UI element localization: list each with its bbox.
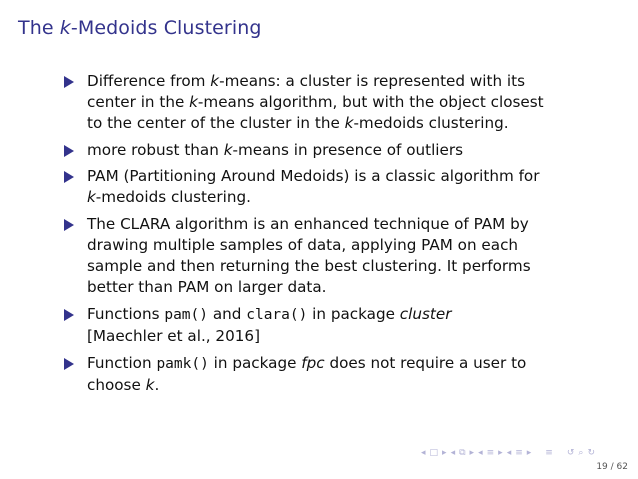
bullet-item xyxy=(62,140,602,161)
text-segment: more robust than xyxy=(87,141,224,159)
italic-text: k xyxy=(87,188,96,206)
text-segment: . xyxy=(154,376,160,394)
slide-icon[interactable]: □ xyxy=(429,448,439,458)
italic-text: k xyxy=(223,141,233,159)
text-segment: Difference from xyxy=(87,72,211,90)
triangle-bullet-icon xyxy=(64,358,74,370)
text-segment: drawing multiple samples of data, applying PAM on each xyxy=(87,236,519,254)
text-segment: to the center of the cluster in the xyxy=(87,114,345,132)
triangle-bullet-icon xyxy=(64,76,74,88)
bullet-line xyxy=(87,187,602,208)
bullet-line xyxy=(87,166,602,187)
italic-text: k xyxy=(189,93,198,111)
prev-subsection-icon[interactable]: ◂ xyxy=(506,448,512,458)
code-text: pamk() xyxy=(156,356,209,372)
slide-title xyxy=(18,17,262,39)
forward-icon[interactable]: ↻ xyxy=(587,448,595,458)
triangle-bullet-icon xyxy=(64,171,74,183)
italic-text: k xyxy=(210,72,220,90)
frame-icon[interactable]: ⧉ xyxy=(459,448,466,458)
title-prefix: The xyxy=(18,17,60,39)
bullet-item xyxy=(62,353,602,396)
text-segment: better than PAM on larger data. xyxy=(87,278,327,296)
section-icon[interactable]: ≡ xyxy=(486,448,495,458)
text-segment: and xyxy=(208,305,247,323)
next-subsection-icon[interactable]: ▸ xyxy=(526,448,532,458)
code-text: clara() xyxy=(246,307,308,323)
title-suffix: -Medoids Clustering xyxy=(70,17,262,39)
bullet-line xyxy=(87,214,602,235)
text-segment: -means: a cluster is represented with its xyxy=(219,72,526,90)
bullet-line xyxy=(87,375,602,396)
text-segment: sample and then returning the best clustering. It performs xyxy=(87,257,531,275)
bullet-item xyxy=(62,166,602,208)
text-segment: center in the xyxy=(87,93,190,111)
text-segment: -medoids clustering. xyxy=(95,188,251,206)
prev-frame-icon[interactable]: ◂ xyxy=(450,448,456,458)
italic-text: k xyxy=(344,114,354,132)
bullet-line xyxy=(87,92,602,113)
text-segment: -medoids clustering. xyxy=(353,114,509,132)
text-segment: Functions xyxy=(87,305,165,323)
next-slide-icon[interactable]: ▸ xyxy=(442,448,447,458)
bullet-line xyxy=(87,304,602,326)
bullet-item xyxy=(62,71,602,134)
title-italic-k: k xyxy=(59,17,71,39)
text-segment: does not require a user to xyxy=(324,354,527,372)
first-slide-icon[interactable]: ◂ xyxy=(421,448,426,458)
code-text: pam() xyxy=(164,307,208,323)
subsection-icon[interactable]: ≡ xyxy=(515,448,523,458)
bullet-line xyxy=(87,71,602,92)
beamer-navigation-bar xyxy=(421,447,631,459)
italic-text: cluster xyxy=(399,305,452,323)
bullet-line xyxy=(87,235,602,256)
bullet-line xyxy=(87,140,602,161)
text-segment: The CLARA algorithm is an enhanced technique of PAM by xyxy=(87,215,529,233)
text-segment: choose xyxy=(87,376,146,394)
bullet-line xyxy=(87,113,602,134)
prev-section-icon[interactable]: ◂ xyxy=(478,448,483,458)
bullet-item xyxy=(62,304,602,347)
text-segment: -means in presence of outliers xyxy=(232,141,464,159)
align-icon[interactable]: ≡ xyxy=(545,448,553,458)
search-icon[interactable]: ⌕ xyxy=(578,448,584,458)
text-segment: PAM (Partitioning Around Medoids) is a classic algorithm for xyxy=(87,167,540,185)
triangle-bullet-icon xyxy=(64,219,74,231)
back-icon[interactable]: ↺ xyxy=(566,448,575,458)
text-segment: Function xyxy=(87,354,157,372)
triangle-bullet-icon xyxy=(64,309,74,321)
bullet-line xyxy=(87,353,602,375)
bullet-list xyxy=(62,71,602,402)
bullet-item xyxy=(62,214,602,298)
triangle-bullet-icon xyxy=(64,145,74,157)
text-segment: -means algorithm, but with the object closest xyxy=(197,93,544,111)
page-number: 19 / 62 xyxy=(596,462,628,472)
bullet-line xyxy=(87,256,602,277)
italic-text: fpc xyxy=(301,354,325,372)
text-segment: [Maechler et al., 2016] xyxy=(87,327,261,345)
next-section-icon[interactable]: ▸ xyxy=(498,448,503,458)
bullet-line xyxy=(87,277,602,298)
bullet-line xyxy=(87,326,602,347)
text-segment: in package xyxy=(307,305,400,323)
text-segment: in package xyxy=(208,354,302,372)
italic-text: k xyxy=(145,376,155,394)
next-frame-icon[interactable]: ▸ xyxy=(469,448,475,458)
